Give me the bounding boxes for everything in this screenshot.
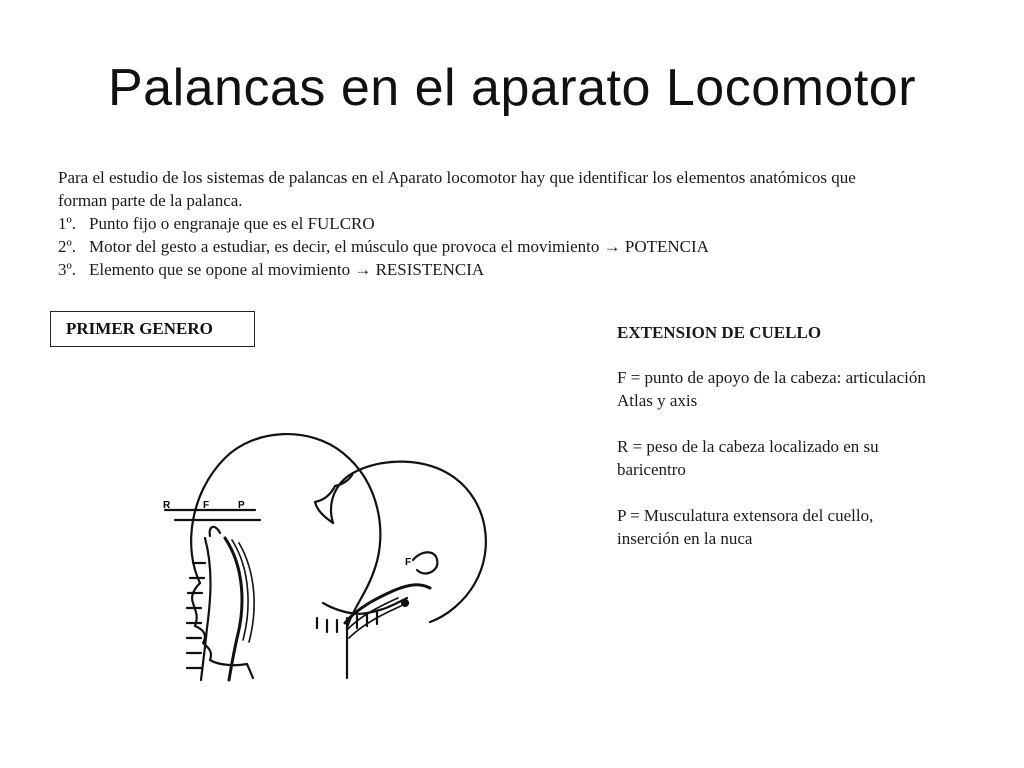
- intro-paragraph: Para el estudio de los sistemas de palancas en el Aparato locomotor hay que identificar los elementos anatómicos que forman parte de la palanca.: [58, 168, 856, 210]
- slide-title: Palancas en el aparato Locomotor: [107, 59, 917, 117]
- resistance-definition: R = peso de la cabeza localizado en su baricentro: [617, 437, 879, 479]
- left-head-outline: [191, 434, 380, 678]
- label-f-right: F: [405, 557, 412, 568]
- power-definition: P = Musculatura extensora del cuello, inserción en la nuca: [617, 506, 874, 548]
- list-item: [58, 212, 878, 235]
- extension-description: [617, 321, 937, 573]
- left-spine: [201, 538, 211, 680]
- list-item-text: Motor del gesto a estudiar, es decir, el músculo que provoca el movimiento → POTENCIA: [89, 237, 709, 256]
- primer-genero-label: PRIMER GENERO: [50, 311, 255, 347]
- rotation-point: [402, 600, 408, 606]
- right-head-outline: [331, 462, 486, 622]
- list-item: [58, 235, 878, 258]
- label-f: F: [203, 500, 210, 511]
- intro-text: [58, 166, 878, 281]
- right-ear: [413, 552, 437, 573]
- neck-lever-illustration: [95, 398, 525, 683]
- list-item-number: 2º.: [58, 237, 77, 256]
- list-item-number: 1º.: [58, 214, 77, 233]
- label-p: P: [238, 500, 245, 511]
- left-ear: [210, 527, 220, 536]
- extension-heading: EXTENSION DE CUELLO: [617, 323, 822, 342]
- left-muscle: [225, 538, 242, 680]
- list-item-text: Punto fijo o engranaje que es el FULCRO: [89, 214, 375, 233]
- fulcrum-definition: F = punto de apoyo de la cabeza: articulación Atlas y axis: [617, 368, 926, 410]
- list-item-number: 3º.: [58, 260, 77, 279]
- right-face-profile: [315, 473, 353, 523]
- list-item: [58, 258, 878, 281]
- list-item-text: Elemento que se opone al movimiento → RESISTENCIA: [89, 260, 485, 279]
- left-face-profile: [192, 583, 253, 678]
- label-r: R: [163, 500, 171, 511]
